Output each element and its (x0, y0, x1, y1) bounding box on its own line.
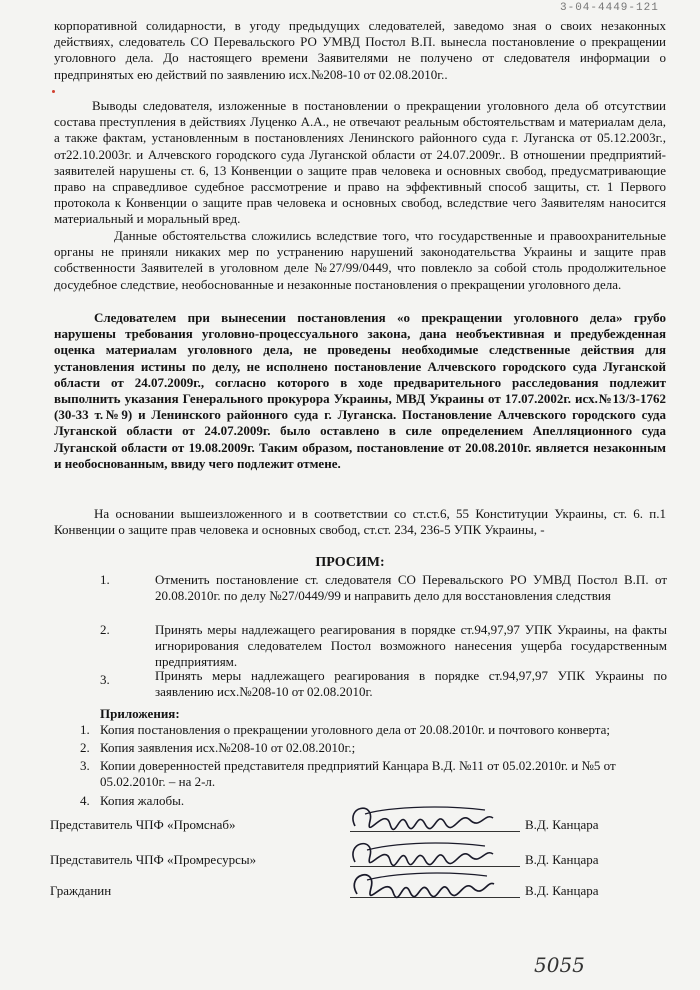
paragraph-4: Следователем при вынесении постановления «о прекращении уголовного дела» грубо нарушены требования уголовно-процессуального закона, дана необъективная и предубежденная оценка материалам уголовного дела, не проведены необходимые следственные действия для установления истины по делу, не исполнено постановление Алчевского городского суда Луганской области от 24.07.2009г., согласно которого в ходе предварительного расследования подлежит выполнить указания Генерального прокурора Украины, МВД Украины от 17.07.2002г. исх.№13/3-1762 (30-33 т.№9) и Ленинского районного суда г. Луганска. Постановление Алчевского городского суда Луганской области от 24.07.2009г. было оставлено в силе определением Апелляционного суда Луганской области от 19.08.2009г. Таким образом, постановление от 20.08.2010г. является незаконным и необоснованным, ввиду чего подлежит отмене. (54, 310, 666, 471)
red-mark (52, 90, 55, 93)
paragraph-5: На основании вышеизложенного и в соответствии со ст.ст.6, 55 Конституции Украины, ст. 6. п.1 Конвенции о защите прав человека и основных свобод, ст.ст. 234, 236-5 УПК Украины, - (54, 506, 666, 538)
request-title: ПРОСИМ: (315, 555, 385, 570)
handwritten-signature (345, 862, 495, 902)
attachment-text: Копия постановления о прекращении уголовного дела от 20.08.2010г. и почтового конверта; (100, 722, 610, 737)
attachment-number: 4. (80, 793, 90, 808)
request-text: Принять меры надлежащего реагирования в порядке ст.94,97,97 УПК Украины, на факты игнорирования следователем Постол возможного нанесения ущерба государственным предприятиям. (155, 622, 667, 670)
attachment-text: Копии доверенностей представителя предприятий Канцара В.Д. №11 от 05.02.2010г. и №5 от 05.02.2010г. – на 2-л. (100, 758, 616, 790)
signatory-name: В.Д. Канцара (525, 817, 599, 832)
attachment-text: Копия заявления исх.№208-10 от 02.08.2010г.; (100, 740, 356, 755)
attachments-title: Приложения: (100, 706, 180, 721)
signatory-name: В.Д. Канцара (525, 852, 599, 867)
handwritten-page-number (532, 950, 612, 980)
signature-label: Представитель ЧПФ «Промресурсы» (50, 852, 257, 867)
signature-label: Гражданин (50, 883, 112, 898)
request-number: 3. (100, 672, 110, 687)
paragraph-2: Выводы следователя, изложенные в постановлении о прекращении уголовного дела об отсутствии состава преступления в действиях Луценко А.А., не отвечают реальным обстоятельствам и материалам дела, а также фактам, установленным в постановлениях Ленинского районного суда г. Луганска от 05.12.2003г., от22.10.2003г. и Алчевского городского суда Луганской области от 24.07.2009г.. В отношении предприятий-заявителей нарушены ст. 6, 13 Конвенции о защите прав человека и основных свобод, предусматривающие право на справедливое судебное рассмотрение и право на эффективный способ защиты, ст. 1 Первого протокола к Конвенции о защите прав человека и основных свобод, вследствие чего Заявителям наносится материальный и моральный вред. (54, 98, 666, 227)
handwritten-number-text: 5055 (534, 953, 585, 977)
attachment-number: 2. (80, 740, 90, 755)
registration-stamp: 3-04-4449-121 (560, 2, 659, 14)
request-number: 2. (100, 622, 110, 637)
paragraph-1: корпоративной солидарности, в угоду предыдущих следователей, заведомо зная о своих незаконных действиях, следователь СО Перевальского РО УМВД Постол В.П. вынесла постановление о прекращении уголовного дела. До настоящего времени Заявителями не получено от следователя информации о предпринятых ею действий по заявлению исх.№208-10 от 02.08.2010г.. (54, 18, 666, 82)
attachment-text: Копия жалобы. (100, 793, 185, 808)
request-number: 1. (100, 572, 110, 587)
attachment-number: 3. (80, 758, 90, 773)
attachment-number: 1. (80, 722, 90, 737)
signature-label: Представитель ЧПФ «Промснаб» (50, 817, 236, 832)
request-text: Отменить постановление ст. следователя СО Перевальского РО УМВД Постол В.П. от 20.08.2010г. по делу №27/0449/99 и направить дело для восстановления следствия (155, 572, 667, 604)
request-text: Принять меры надлежащего реагирования в порядке ст.94,97,97 УПК Украины по заявлению исх.№208-10 от 02.08.2010г. (155, 668, 667, 700)
signatory-name: В.Д. Канцара (525, 883, 599, 898)
paragraph-3: Данные обстоятельства сложились вследствие того, что государственные и правоохранительные органы не приняли никаких мер по устранению нарушений законодательства Украины и защите прав собственности Заявителей в уголовном деле №27/99/0449, что повлекло за собой столь продолжительное досудебное следствие, необоснованные и незаконные постановления о прекращении уголовного дела. (54, 228, 666, 292)
